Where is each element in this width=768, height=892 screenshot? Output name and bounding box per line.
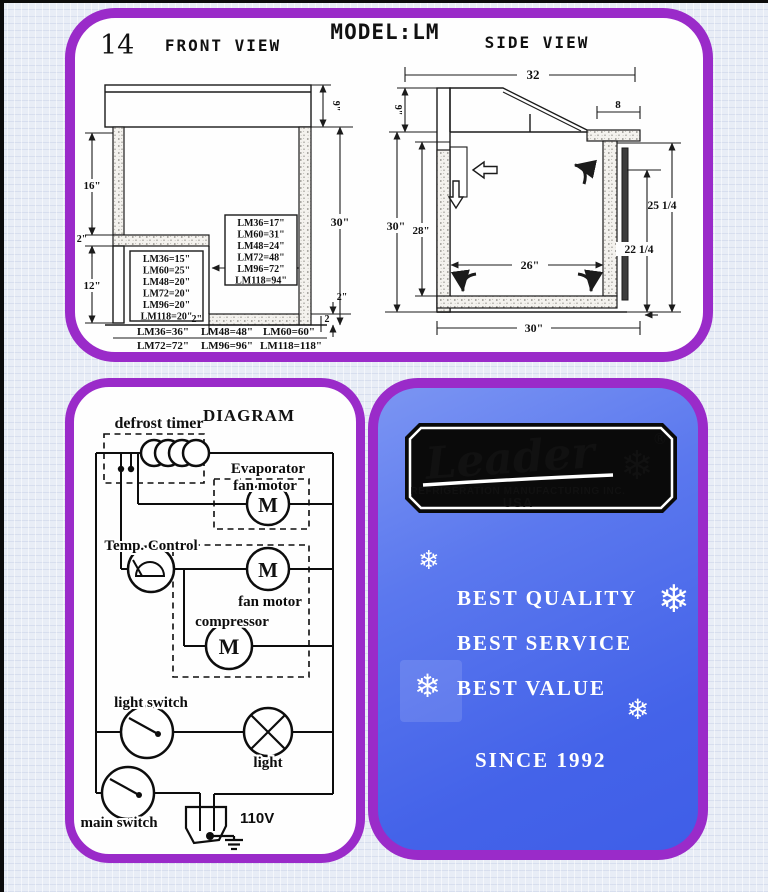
width-box-line: LM60=31" [237, 229, 285, 241]
width-box-line: LM36=17" [237, 218, 285, 229]
width-row2-cell: LM96=96" [200, 340, 254, 352]
snowflake-icon: ❄ [626, 693, 650, 726]
logo-snowflake-icon: ❄ [620, 443, 654, 489]
width-box-line: LM72=48" [237, 252, 285, 264]
defrost-timer-coil-icon [141, 440, 209, 466]
inner-box-line: LM48=20" [142, 277, 191, 288]
brand-subtitle: REFRIGERATION MANUFACTURING INC. [410, 486, 626, 497]
side-floor [437, 296, 617, 308]
brand-country: USA [502, 495, 534, 510]
dim-label-2-bottom-right: 2 [324, 314, 330, 325]
dim-label-2-bottom: 2" [191, 314, 202, 325]
model-title: MODEL:LM [330, 20, 440, 44]
light-switch-symbol [121, 706, 173, 758]
dim-label-25-quarter: 25 1/4 [647, 200, 677, 212]
width-row1-cell: LM60=60" [262, 326, 316, 338]
dim-label-30-side: 30" [386, 219, 406, 233]
page-number: 14 [100, 30, 135, 61]
slogan-service: BEST SERVICE [457, 631, 633, 655]
motor-letter: M [218, 634, 240, 659]
voltage-label: 110V [240, 810, 275, 827]
side-lid [622, 148, 628, 300]
snowflake-icon: ❄ [414, 667, 441, 705]
width-box-line: LM48=24" [237, 241, 285, 252]
inner-box-line: LM60=25" [142, 265, 191, 277]
slogan-value: BEST VALUE [457, 676, 606, 700]
width-row1-cell: LM36=36" [136, 326, 190, 338]
compressor-label: compressor [195, 614, 269, 630]
evap-fan-motor-label: fan motor [233, 478, 297, 494]
slogan-since: SINCE 1992 [475, 748, 607, 772]
leader-logo-badge [405, 423, 677, 513]
fan-motor-symbol [247, 548, 289, 590]
dim-label-9-side: 9" [392, 104, 403, 116]
dim-label-2-right: 2" [336, 292, 348, 303]
page-left-edge [0, 0, 4, 892]
side-ledge [587, 130, 640, 141]
wiring-panel [65, 378, 365, 863]
airflow-curved-arrow-icon [575, 165, 585, 184]
junction-dot [128, 466, 134, 472]
brand-panel [368, 378, 708, 860]
airflow-left-arrow-icon [473, 162, 497, 178]
airflow-curved-arrow-icon [463, 274, 476, 291]
dim-label-8: 8 [615, 99, 621, 111]
dim-label-2-left: 2" [76, 234, 88, 245]
dim-label-28: 28" [412, 225, 430, 237]
dim-label-22-quarter: 22 1/4 [624, 244, 654, 256]
temp-control-label: Temp. Control [104, 538, 198, 554]
power-plug-icon [186, 793, 243, 849]
dim-label-30: 30" [330, 215, 350, 229]
airflow-down-arrow-icon [449, 181, 463, 208]
motor-letter: M [258, 493, 278, 517]
front-left-wall [113, 127, 124, 235]
light-label: light [253, 755, 283, 771]
front-right-wall [299, 127, 311, 325]
light-switch-label: light switch [114, 695, 188, 711]
dim-label-12: 12" [83, 280, 101, 292]
defrost-timer-label: defrost timer [114, 415, 204, 432]
evaporator-label: Evaporator [230, 461, 306, 477]
fan-motor-label: fan motor [238, 594, 302, 610]
inner-box-line: LM118=20" [140, 311, 193, 323]
dim-label-30-bottom: 30" [524, 321, 544, 335]
page-top-edge [0, 0, 768, 3]
front-shelf [113, 235, 209, 246]
junction-dot [118, 466, 124, 472]
side-hood [450, 88, 587, 132]
front-view-title: FRONT VIEW [164, 36, 282, 55]
slogan-quality: BEST QUALITY [457, 586, 638, 610]
width-row1-cell: LM48=48" [200, 326, 254, 338]
side-right-wall [603, 141, 617, 296]
dim-label-9: 9" [330, 100, 341, 112]
width-box-line: LM118=94" [235, 275, 287, 287]
front-bottom-band [209, 314, 299, 325]
main-switch-label: main switch [80, 815, 158, 831]
side-view-drawing [381, 67, 685, 335]
inner-box-line: LM72=20" [142, 288, 191, 300]
light-symbol [244, 708, 292, 756]
inner-box-line: LM36=15" [142, 254, 191, 265]
airflow-curved-arrow-icon [578, 274, 591, 291]
dim-label-16: 16" [83, 180, 101, 192]
dim-label-26: 26" [520, 258, 540, 272]
main-switch-symbol [102, 767, 154, 819]
spec-drawing [75, 18, 703, 352]
side-view-title: SIDE VIEW [484, 33, 590, 52]
snowflake-icon: ❄ [658, 577, 690, 621]
inner-box-line: LM96=20" [142, 300, 191, 311]
brand-name: Leader [423, 427, 597, 490]
dim-label-32: 32 [526, 67, 540, 82]
width-box-line: LM96=72" [237, 264, 285, 275]
width-row2-cell: LM118=118" [260, 340, 322, 352]
registered-mark: ® [652, 430, 668, 448]
motor-letter: M [258, 558, 278, 582]
spec-panel [65, 8, 713, 362]
wiring-diagram [74, 387, 356, 854]
front-view-drawing [77, 85, 355, 352]
diagram-title: DIAGRAM [203, 406, 295, 425]
snowflake-icon: ❄ [418, 546, 440, 576]
width-row2-cell: LM72=72" [136, 340, 190, 352]
